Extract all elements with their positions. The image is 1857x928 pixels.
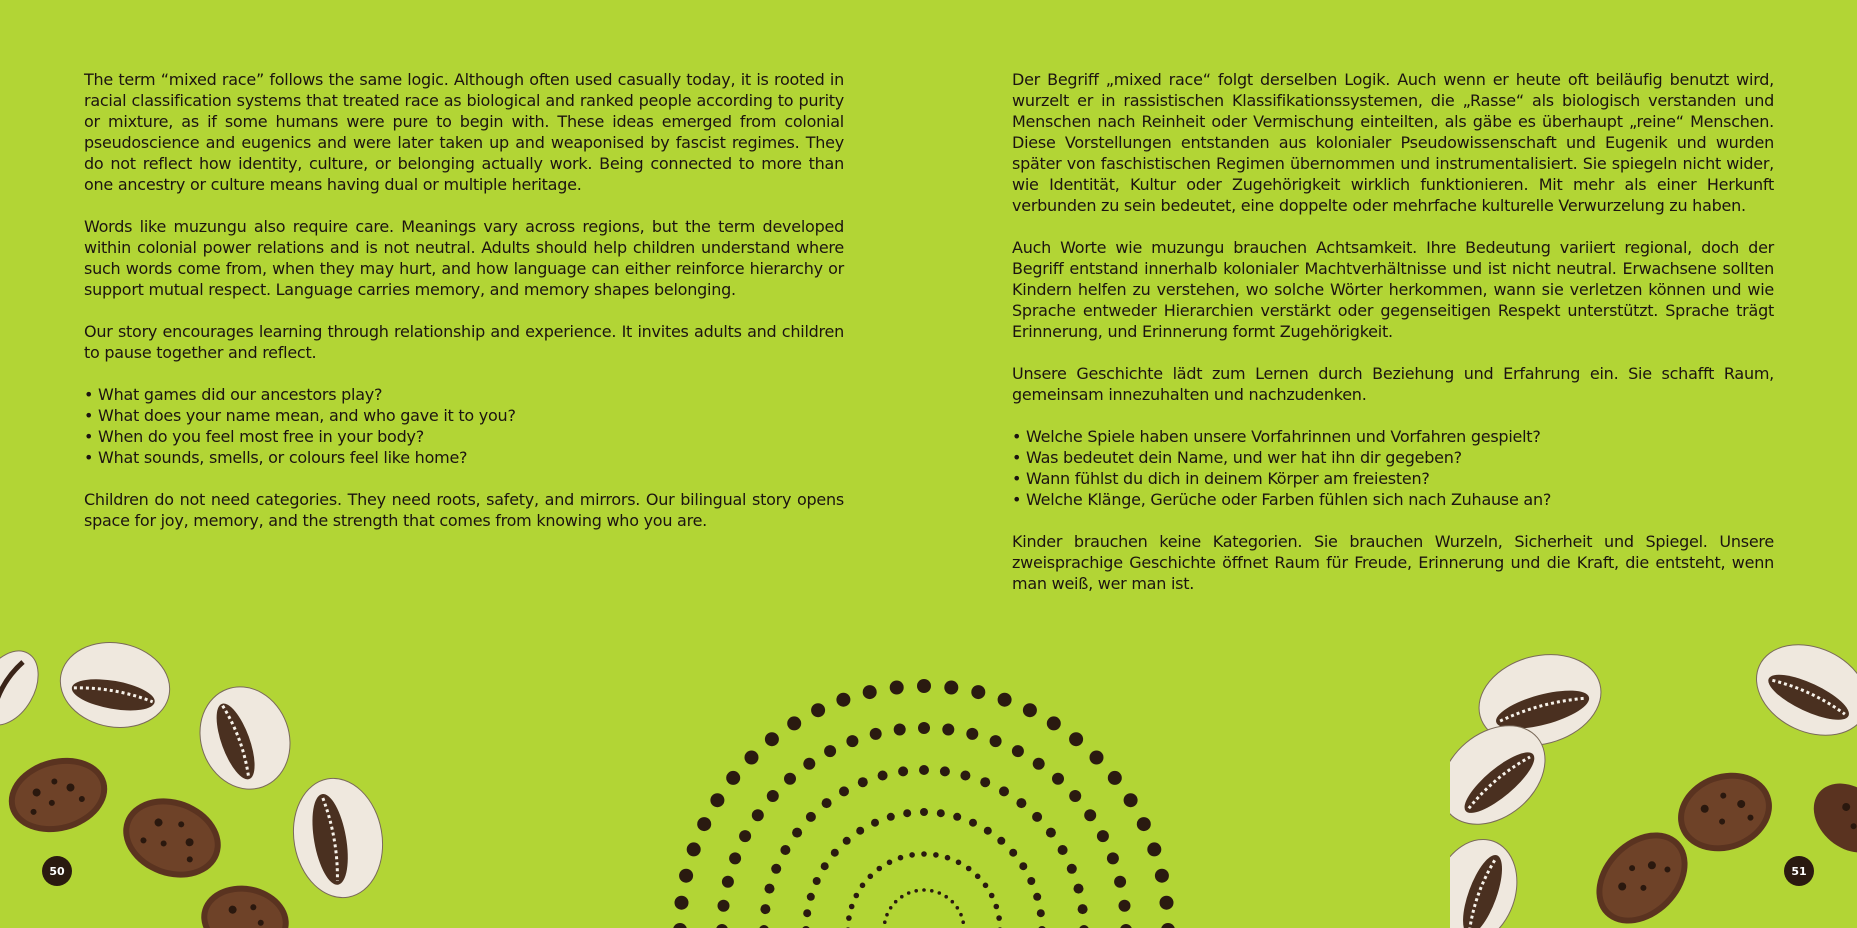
arc-dot bbox=[760, 904, 770, 914]
arc-dot bbox=[984, 827, 992, 835]
arc-dot bbox=[1037, 909, 1045, 917]
arc-dot bbox=[846, 735, 858, 747]
cowrie-shell-icon bbox=[1800, 769, 1857, 866]
cowrie-shell-icon bbox=[0, 640, 51, 735]
paragraph: The term “mixed race” follows the same logic. Although often used casually today, it is rooted in racial classification systems that treated race as biological and ranked people according to purity or mixture, as if some humans were pure to begin with. These ideas emerged from colonial pseudoscience and eugenics and were later taken up and weaponised by fascist regimes. They do not reflect how identity, culture, or belonging actually work. Being connected to more than one ancestry or culture means having dual or multiple heritage. bbox=[84, 70, 844, 194]
arc-dot bbox=[969, 819, 977, 827]
cowrie-shell-icon bbox=[1742, 627, 1857, 752]
question-item: • Welche Klänge, Gerüche oder Farben fühlen sich nach Zuhause an? bbox=[1012, 489, 1774, 510]
arc-dot bbox=[710, 793, 724, 807]
arc-dot bbox=[1069, 790, 1081, 802]
arc-dot bbox=[716, 924, 728, 928]
arc-dot bbox=[1084, 809, 1096, 821]
arc-dot bbox=[673, 923, 687, 928]
cowrie-shell-icon bbox=[54, 634, 177, 736]
arc-dot bbox=[1108, 771, 1122, 785]
arc-dot bbox=[990, 735, 1002, 747]
cowrie-shell-icon bbox=[196, 879, 294, 928]
arc-dot bbox=[953, 813, 961, 821]
arc-dot bbox=[1023, 703, 1037, 717]
arc-dot bbox=[1016, 798, 1026, 808]
arc-dot bbox=[907, 891, 911, 895]
arc-dot bbox=[998, 693, 1012, 707]
arc-dot bbox=[999, 786, 1009, 796]
arc-dot bbox=[918, 722, 930, 734]
arc-dot bbox=[787, 716, 801, 730]
arc-dot bbox=[1058, 845, 1068, 855]
page-number: 51 bbox=[1784, 856, 1814, 886]
arc-dot bbox=[1155, 869, 1169, 883]
arc-dot bbox=[1009, 849, 1017, 857]
arc-dot bbox=[975, 874, 981, 880]
arc-dot bbox=[1067, 864, 1077, 874]
arc-dot bbox=[930, 889, 934, 893]
german-text bbox=[1012, 69, 1774, 615]
cowrie-shell-icon bbox=[186, 674, 304, 802]
arc-dot bbox=[870, 728, 882, 740]
arc-dot bbox=[917, 679, 931, 693]
arc-dot bbox=[1069, 732, 1083, 746]
arc-dot bbox=[1033, 893, 1041, 901]
arc-dot bbox=[898, 855, 904, 861]
cowrie-shell-icon bbox=[1667, 760, 1783, 864]
arc-dot bbox=[951, 900, 955, 904]
arc-dot bbox=[813, 877, 821, 885]
arc-dot bbox=[858, 777, 868, 787]
cowrie-shell-icon bbox=[112, 785, 232, 891]
dotted-semicircle-arcs-icon bbox=[660, 668, 1200, 928]
arc-dot bbox=[890, 681, 904, 695]
arc-dot bbox=[966, 728, 978, 740]
arc-dot bbox=[922, 888, 926, 892]
arc-dot bbox=[1090, 751, 1104, 765]
arc-dot bbox=[956, 906, 960, 910]
arc-dot bbox=[1033, 758, 1045, 770]
cowrie-shells-right bbox=[1450, 620, 1857, 928]
arc-dot bbox=[1114, 876, 1126, 888]
arc-dot bbox=[803, 758, 815, 770]
arc-dot bbox=[860, 883, 866, 889]
cowrie-shell-icon bbox=[0, 747, 115, 842]
arc-dot bbox=[944, 895, 948, 899]
arc-dot bbox=[1078, 904, 1088, 914]
question-list bbox=[84, 384, 844, 468]
arc-dot bbox=[1107, 852, 1119, 864]
page-number: 50 bbox=[42, 856, 72, 886]
arc-dot bbox=[1032, 812, 1042, 822]
arc-dot bbox=[1047, 716, 1061, 730]
arc-dot bbox=[771, 864, 781, 874]
arc-dot bbox=[971, 685, 985, 699]
arc-dot bbox=[807, 893, 815, 901]
arc-dot bbox=[806, 812, 816, 822]
question-item: • Wann fühlst du dich in deinem Körper am freiesten? bbox=[1012, 468, 1774, 489]
arc-dot bbox=[956, 860, 962, 866]
question-item: • Was bedeutet dein Name, und wer hat ihn dir gegeben? bbox=[1012, 447, 1774, 468]
cowrie-shell-icon bbox=[284, 771, 392, 904]
arc-dot bbox=[1027, 877, 1035, 885]
arc-dot bbox=[679, 869, 693, 883]
arc-dot bbox=[878, 771, 888, 781]
arc-dot bbox=[937, 809, 945, 817]
arc-dot bbox=[944, 681, 958, 695]
arc-dot bbox=[983, 883, 989, 889]
arc-dot bbox=[836, 693, 850, 707]
arc-dot bbox=[784, 773, 796, 785]
arc-dot bbox=[940, 766, 950, 776]
question-item: • What sounds, smells, or colours feel like home? bbox=[84, 447, 844, 468]
arc-dot bbox=[849, 904, 855, 910]
arc-dot bbox=[989, 893, 995, 899]
arc-dot bbox=[933, 852, 939, 858]
arc-dot bbox=[959, 913, 963, 917]
arc-dot bbox=[871, 819, 879, 827]
arc-dot bbox=[1097, 830, 1109, 842]
arc-dot bbox=[811, 703, 825, 717]
english-text bbox=[84, 69, 844, 552]
arc-dot bbox=[919, 765, 929, 775]
arc-dot bbox=[824, 745, 836, 757]
arc-dot bbox=[767, 790, 779, 802]
arc-dot bbox=[722, 876, 734, 888]
question-item: • What does your name mean, and who gave it to you? bbox=[84, 405, 844, 426]
arc-dot bbox=[1052, 773, 1064, 785]
arc-dot bbox=[1147, 842, 1161, 856]
closing-paragraph: Kinder brauchen keine Kategorien. Sie brauchen Wurzeln, Sicherheit und Spiegel. Unsere zweisprachige Geschichte öffnet Raum für Freude, Erinnerung und die Kraft, die entsteht, wenn man weiß, wer man ist. bbox=[1012, 532, 1774, 593]
arc-dot bbox=[863, 685, 877, 699]
arc-dot bbox=[920, 808, 928, 816]
arc-dot bbox=[821, 862, 829, 870]
arc-dot bbox=[894, 900, 898, 904]
arc-dot bbox=[960, 771, 970, 781]
arc-dot bbox=[729, 852, 741, 864]
arc-dot bbox=[996, 915, 1002, 921]
arc-dot bbox=[966, 866, 972, 872]
arc-dot bbox=[1046, 828, 1056, 838]
arc-dot bbox=[1160, 896, 1174, 910]
arc-dot bbox=[961, 920, 965, 924]
arc-dot bbox=[887, 860, 893, 866]
paragraph: Auch Worte wie muzungu brauchen Achtsamkeit. Ihre Bedeutung variiert regional, doch der Begriff entstand innerhalb kolonialer Machtverhältnisse und ist nicht neutral. Erwachsene sollten Kindern helfen zu verstehen, wo solche Wörter herkommen, wann sie verletzen können und wie Sprache entweder Hierarchien verstärkt oder gegenseitigen Respekt unterstützt. Sprache trägt Erinnerung, und Erinnerung formt Zugehörigkeit. bbox=[1012, 238, 1774, 341]
arc-dot bbox=[780, 845, 790, 855]
arc-dot bbox=[839, 786, 849, 796]
arc-dot bbox=[994, 904, 1000, 910]
arc-dot bbox=[900, 895, 904, 899]
arc-dot bbox=[914, 889, 918, 893]
arc-dot bbox=[1161, 923, 1175, 928]
closing-paragraph: Children do not need categories. They need roots, safety, and mirrors. Our bilingual story opens space for joy, memory, and the strength that comes from knowing who you are. bbox=[84, 490, 844, 530]
arc-dot bbox=[726, 771, 740, 785]
arc-dot bbox=[980, 777, 990, 787]
arc-dot bbox=[822, 798, 832, 808]
paragraph: Our story encourages learning through relationship and experience. It invites adults and children to pause together and reflect. bbox=[84, 322, 844, 362]
question-item: • What games did our ancestors play? bbox=[84, 384, 844, 405]
arc-dot bbox=[846, 915, 852, 921]
arc-dot bbox=[894, 724, 906, 736]
arc-dot bbox=[1120, 924, 1132, 928]
arc-dot bbox=[843, 837, 851, 845]
arc-dot bbox=[697, 817, 711, 831]
arc-dot bbox=[745, 751, 759, 765]
arc-dot bbox=[868, 874, 874, 880]
arc-dot bbox=[945, 855, 951, 861]
arc-dot bbox=[909, 852, 915, 858]
paragraph: Unsere Geschichte lädt zum Lernen durch Beziehung und Erfahrung ein. Sie schafft Raum, gemeinsam innezuhalten und nachzudenken. bbox=[1012, 364, 1774, 404]
arc-dot bbox=[765, 884, 775, 894]
question-item: • When do you feel most free in your body? bbox=[84, 426, 844, 447]
question-list bbox=[1012, 426, 1774, 510]
arc-dot bbox=[903, 809, 911, 817]
arc-dot bbox=[942, 724, 954, 736]
arc-dot bbox=[1137, 817, 1151, 831]
arc-dot bbox=[831, 849, 839, 857]
arc-dot bbox=[675, 896, 689, 910]
arc-dot bbox=[1119, 900, 1131, 912]
arc-dot bbox=[803, 909, 811, 917]
arc-dot bbox=[898, 766, 908, 776]
arc-dot bbox=[752, 809, 764, 821]
arc-dot bbox=[739, 830, 751, 842]
question-item: • Welche Spiele haben unsere Vorfahrinnen und Vorfahren gespielt? bbox=[1012, 426, 1774, 447]
arc-dot bbox=[687, 842, 701, 856]
cowrie-shell-icon bbox=[1450, 828, 1531, 928]
paragraph: Words like muzungu also require care. Meanings vary across regions, but the term developed within colonial power relations and is not neutral. Adults should help children understand where such words come from, when they may hurt, and how language can either reinforce hierarchy or support mutual respect. Language carries memory, and memory shapes belonging. bbox=[84, 217, 844, 299]
arc-dot bbox=[889, 906, 893, 910]
arc-dot bbox=[792, 828, 802, 838]
arc-dot bbox=[1124, 793, 1138, 807]
arc-dot bbox=[885, 913, 889, 917]
arc-dot bbox=[921, 851, 927, 857]
arc-dot bbox=[1012, 745, 1024, 757]
arc-dot bbox=[997, 837, 1005, 845]
arc-dot bbox=[718, 900, 730, 912]
arc-dot bbox=[1019, 862, 1027, 870]
arc-dot bbox=[856, 827, 864, 835]
arc-dot bbox=[887, 813, 895, 821]
arc-dot bbox=[765, 732, 779, 746]
arc-dot bbox=[938, 891, 942, 895]
arc-dot bbox=[883, 920, 887, 924]
arc-dot bbox=[1074, 884, 1084, 894]
arc-dot bbox=[877, 866, 883, 872]
arc-dot bbox=[854, 893, 860, 899]
paragraph: Der Begriff „mixed race“ folgt derselben Logik. Auch wenn er heute oft beiläufig benutzt wird, wurzelt er in rassistischen Klassifikationssystemen, die „Rasse“ als biologisch verstanden und Menschen nach Reinheit oder Vermischung einteilten, als gäbe es überhaupt „reine“ Menschen. Diese Vorstellungen entstanden aus kolonialer Pseudowissenschaft und Eugenik und wurden später von faschistischen Regimen übernommen und instrumentalisiert. Sie spiegeln nicht wider, wie Identität, Kultur oder Zugehörigkeit wirklich funktionieren. Mit mehr als einer Herkunft verbunden zu sein bedeutet, eine doppelte oder mehrfache kulturelle Verwurzelung zu haben. bbox=[1012, 70, 1774, 215]
